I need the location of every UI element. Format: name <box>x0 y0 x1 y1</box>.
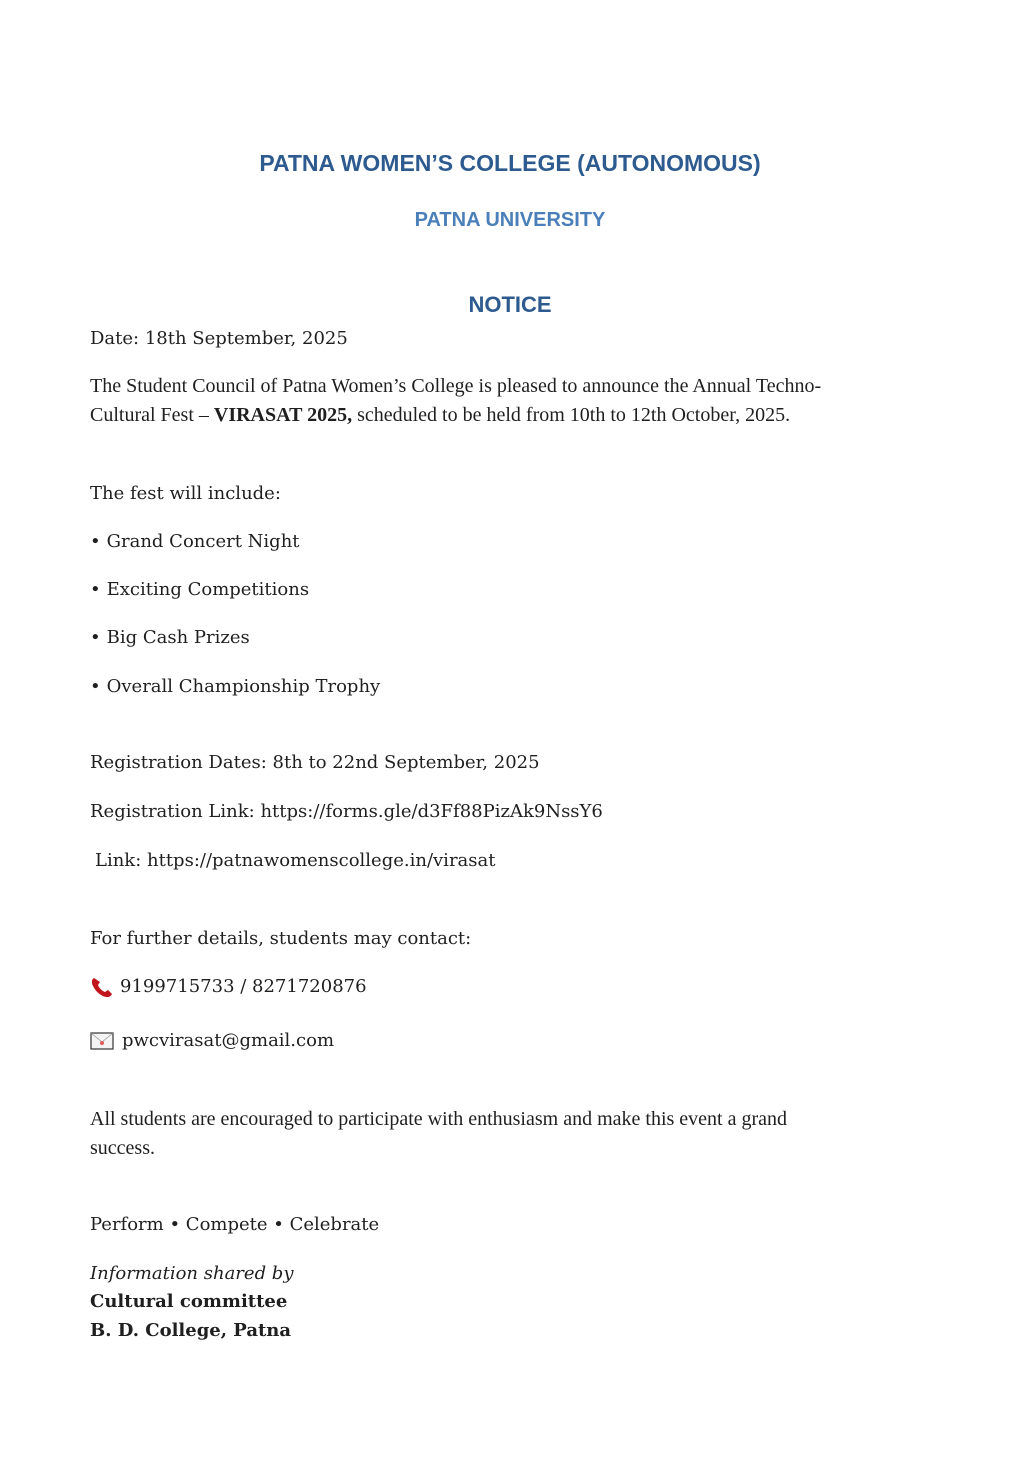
site-link-line <box>95 850 495 871</box>
bullet: • <box>90 531 101 552</box>
contact-email <box>90 1030 334 1051</box>
notice-title: NOTICE <box>468 292 552 317</box>
site-link-label: Link: <box>95 850 147 871</box>
bullet: • <box>90 627 101 648</box>
college-name: PATNA WOMEN’S COLLEGE (AUTONOMOUS) <box>259 150 761 176</box>
registration-link-line <box>90 801 603 822</box>
list-item <box>90 676 380 697</box>
registration-link-label: Registration Link: <box>90 801 261 822</box>
bullet: • <box>90 579 101 600</box>
intro-line-1: The Student Council of Patna Women’s College is pleased to announce the Annual Techno- <box>90 375 822 397</box>
contact-phone <box>90 976 367 998</box>
site-link[interactable]: https://patnawomenscollege.in/virasat <box>147 850 496 871</box>
list-item <box>90 579 309 600</box>
phone-icon <box>90 976 114 998</box>
closing-line-1: All students are encouraged to participate with enthusiasm and make this event a grand <box>90 1108 788 1130</box>
intro-suffix: scheduled to be held from 10th to 12th October, 2025. <box>352 404 791 426</box>
shared-by: Information shared by <box>90 1263 294 1284</box>
envelope-icon <box>90 1032 114 1050</box>
contact-intro: For further details, students may contact: <box>90 928 472 949</box>
fest-intro: The fest will include: <box>90 483 281 504</box>
list-item-text: Overall Championship Trophy <box>106 676 381 697</box>
phone-numbers: 9199715733 / 8271720876 <box>120 976 367 997</box>
fest-name: VIRASAT 2025, <box>213 404 353 426</box>
closing-line-2: success. <box>90 1137 155 1159</box>
registration-link[interactable]: https://forms.gle/d3Ff88PizAk9NssY6 <box>260 801 603 822</box>
university-name: PATNA UNIVERSITY <box>414 209 606 231</box>
list-item-text: Exciting Competitions <box>106 579 310 600</box>
intro-prefix: Cultural Fest – <box>90 404 214 426</box>
tagline: Perform • Compete • Celebrate <box>90 1214 380 1235</box>
registration-dates: Registration Dates: 8th to 22nd September, 2025 <box>90 752 540 773</box>
notice-date: Date: 18th September, 2025 <box>90 328 348 349</box>
bullet: • <box>90 676 101 697</box>
institution-name: B. D. College, Patna <box>90 1320 292 1341</box>
list-item-text: Big Cash Prizes <box>106 627 250 648</box>
list-item <box>90 627 250 648</box>
list-item <box>90 531 300 552</box>
intro-line-2 <box>90 404 790 427</box>
committee-name: Cultural committee <box>90 1291 288 1312</box>
email-address[interactable]: pwcvirasat@gmail.com <box>122 1030 335 1051</box>
list-item-text: Grand Concert Night <box>106 531 300 552</box>
